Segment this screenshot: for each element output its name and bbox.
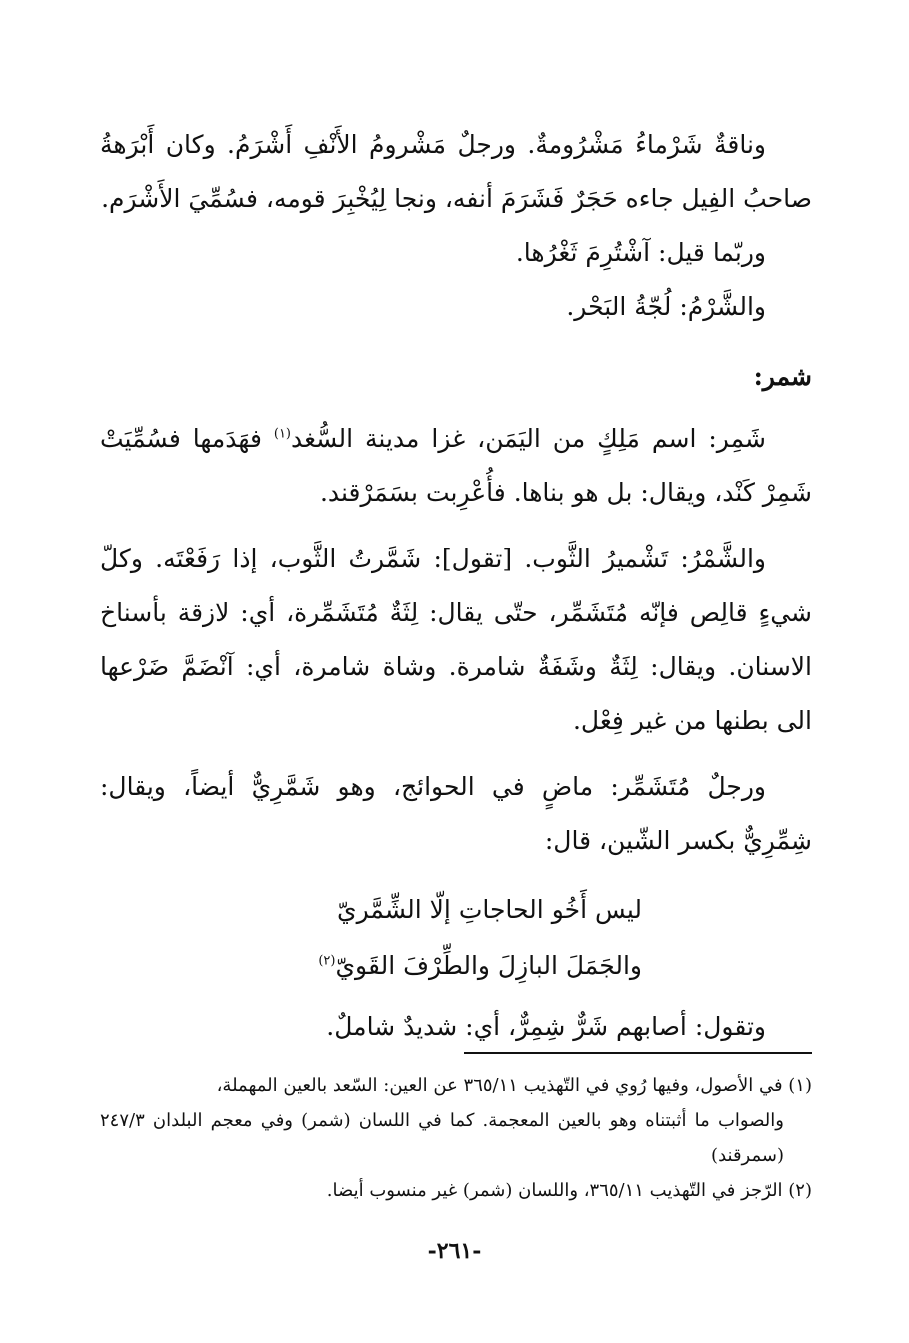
footnote-2: (٢) الرّجز في التّهذيب ٣٦٥/١١، واللسان (شمر) غير منسوب أيضا. [326,1180,812,1201]
paragraph-tashmir: والشَّمْرُ: تَشْميرُ الثَّوب. [تقول]: شَمَّرتُ الثَّوب، إذا رَفَعْتَه. وكلّ شيءٍ قالِص فإنّه مُتَشَمِّر، حتّى يقال: لِثَةٌ مُتَشَمِّرة، أي: لازقة بأسناخ الاسنان. ويقال: لِثَةٌ وشَفَةٌ شامرة. وشاة شامرة، أي: آنْضَمَّ ضَرْعها الى بطنها من غير فِعْل. [100,544,812,735]
poem-line-1: ليس أَخُو الحاجاتِ إلّا الشِّمَّريّ [337,895,642,924]
footnote-divider [464,1052,812,1054]
entry-heading-shamar: شمر: [753,362,812,391]
paragraph-sharm-2: وربّما قيل: آشْتُرِمَ ثَغْرُها. [515,238,766,267]
paragraph-shamir-king-part2: فهَدَمها فسُمِّيَتْ شَمِرْ كَنْد، ويقال: بل هو بناها. فأُعْرِبت بسَمَرْقند. [100,424,812,507]
footnotes [100,1068,812,1208]
paragraph-mutashammir: ورجلٌ مُتَشَمِّر: ماضٍ في الحوائج، وهو شَمَّرِيٌّ أيضاً، ويقال: شِمِّرِيٌّ بكسر الشّين، قال: [100,772,812,855]
paragraph-shamir-king [100,412,812,520]
main-text [100,118,812,1054]
footnote-ref-1: (١) [273,426,291,442]
poem-line-2 [100,938,642,994]
paragraph-sharm-3: والشَّرْمُ: لُجّةُ البَحْر. [566,292,766,321]
footnote-1-line-1: (١) في الأصول، وفيها رُوي في التّهذيب ٣٦٥/١١ عن العين: السّعد بالعين المهملة، [216,1075,812,1096]
poem-line-2-text: والجَمَلَ البازِلَ والطِّرْفَ القَويّ [335,951,642,980]
paragraph-sharm-1: وناقةٌ شَرْماءُ مَشْرُومةٌ. ورجلٌ مَشْرومُ الأَنْفِ أَشْرَمُ. وكان أَبْرَهةُ صاحبُ الفِيل جاءه حَجَرٌ فَشَرَمَ أنفه، ونجا لِيُخْبِرَ قومه، فسُمِّيَ الأَشْرَم. [100,130,812,213]
page-number: -٢٦١- [427,1238,482,1264]
paragraph-sharr-shimirr: وتقول: أصابهم شَرٌّ شِمِرٌّ، أي: شديدٌ شاملٌ. [326,1012,766,1041]
paragraph-shamir-king-part1: شَمِر: اسم مَلِكٍ من اليَمَن، غزا مدينة السُّغد [291,424,766,453]
footnote-1-line-2: والصواب ما أثبتناه وهو بالعين المعجمة. كما في اللسان (شمر) وفي معجم البلدان ٢٤٧/٣ (سمرقند) [100,1110,784,1166]
poem-verse [100,882,812,994]
footnote-ref-2: (٢) [318,953,336,969]
